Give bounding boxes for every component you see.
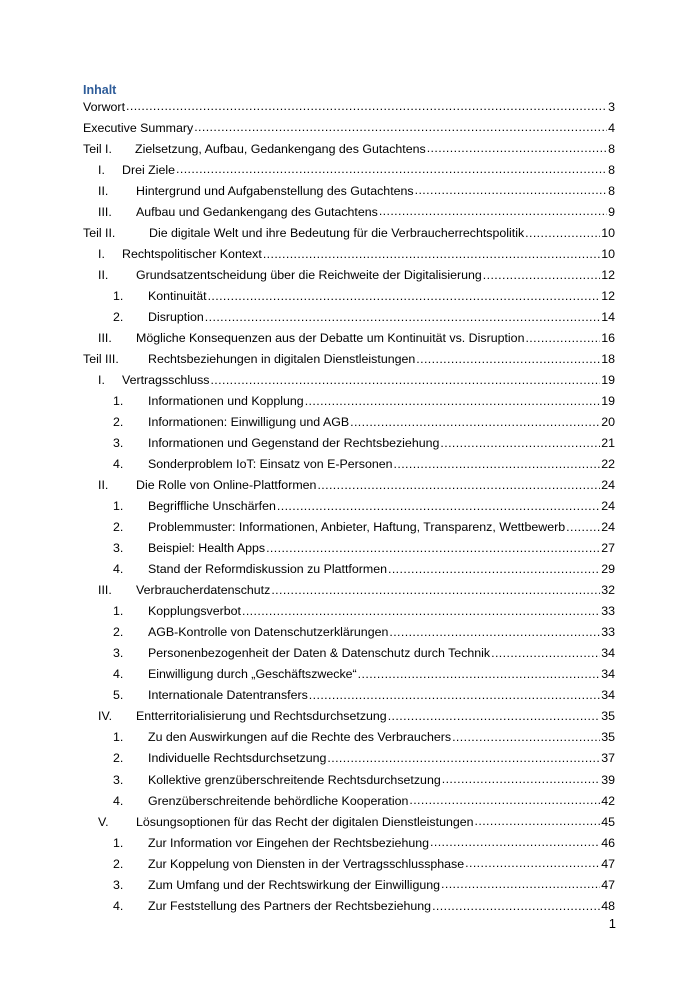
toc-entry-page: 12 [601, 288, 615, 303]
dot-leader [358, 668, 601, 680]
toc-entry-title: Entterritorialisierung und Rechtsdurchsetzung [136, 709, 387, 724]
toc-entry-number: 3. [113, 541, 124, 556]
toc-entry-page: 33 [601, 625, 615, 640]
toc-entry-page: 24 [601, 520, 615, 535]
dot-leader [271, 584, 600, 596]
toc-entry-page: 10 [601, 225, 615, 240]
toc-entry[interactable] [83, 433, 615, 454]
toc-entry-page: 27 [601, 541, 615, 556]
toc-entry-title: Problemmuster: Informationen, Anbieter, Haftung, Transparenz, Wettbewerb [148, 520, 566, 535]
toc-entry[interactable] [83, 601, 615, 622]
dot-leader [441, 878, 600, 890]
toc-entry-title: Mögliche Konsequenzen aus der Debatte um Kontinuität vs. Disruption [136, 330, 525, 345]
dot-leader [208, 290, 601, 302]
toc-entry-title: Zum Umfang und der Rechtswirkung der Einwilligung [148, 877, 441, 892]
toc-entry-title: Rechtsbeziehungen in digitalen Dienstleistungen [148, 351, 416, 366]
dot-leader [427, 142, 607, 154]
toc-entry[interactable] [83, 285, 615, 306]
toc-entry-title: Zu den Auswirkungen auf die Rechte des Verbrauchers [148, 730, 452, 745]
toc-entry-page: 33 [601, 604, 615, 619]
dot-leader [415, 184, 607, 196]
toc-entry-page: 24 [601, 478, 615, 493]
toc-entry-number: 4. [113, 793, 124, 808]
toc-entry-number: I. [98, 162, 105, 177]
toc-entry-page: 48 [601, 898, 615, 913]
toc-entry-page: 34 [601, 667, 615, 682]
toc-entry-title: Vorwort [83, 99, 126, 114]
toc-entry-number: III. [98, 583, 112, 598]
dot-leader [483, 269, 600, 281]
toc-entry[interactable] [83, 201, 615, 222]
toc-entry[interactable] [83, 706, 615, 727]
toc-entry-page: 9 [608, 204, 615, 219]
toc-entry-number: III. [98, 330, 112, 345]
toc-entry-title: Zur Koppelung von Diensten in der Vertragsschlussphase [148, 856, 465, 871]
toc-entry-number: 1. [113, 835, 124, 850]
toc-entry-page: 18 [601, 351, 615, 366]
toc-entry-number: Teil I. [83, 141, 112, 156]
dot-leader [409, 794, 600, 806]
toc-entry[interactable] [83, 811, 615, 832]
dot-leader [440, 437, 600, 449]
toc-entry[interactable] [83, 580, 615, 601]
toc-entry-page: 35 [601, 709, 615, 724]
dot-leader [416, 353, 600, 365]
toc-entry-page: 16 [601, 330, 615, 345]
toc-entry-number: III. [98, 204, 112, 219]
toc-entry-title: Informationen und Kopplung [148, 393, 304, 408]
toc-entry-number: 1. [113, 393, 124, 408]
toc-entry-number: 5. [113, 688, 124, 703]
dot-leader [442, 773, 600, 785]
dot-leader [475, 815, 601, 827]
toc-entry-number: 4. [113, 457, 124, 472]
dot-leader [432, 900, 600, 912]
dot-leader [327, 752, 600, 764]
toc-heading: Inhalt [83, 83, 117, 97]
dot-leader [389, 626, 600, 638]
dot-leader [566, 521, 600, 533]
toc-entry[interactable] [83, 348, 615, 369]
toc-entry-number: I. [98, 246, 105, 261]
toc-entry-number: 1. [113, 288, 124, 303]
toc-entry-page: 8 [608, 141, 615, 156]
toc-entry[interactable] [83, 264, 615, 285]
toc-entry-page: 14 [601, 309, 615, 324]
dot-leader [263, 248, 600, 260]
toc-entry[interactable] [83, 853, 615, 874]
toc-entry-title: Hintergrund und Aufgabenstellung des Gutachtens [136, 183, 414, 198]
toc-entry[interactable] [83, 411, 615, 432]
toc-entry-number: 4. [113, 562, 124, 577]
toc-entry-page: 19 [601, 372, 615, 387]
toc-entry-title: Die Rolle von Online-Plattformen [136, 478, 317, 493]
toc-entry-number: Teil III. [83, 351, 119, 366]
toc-entry-number: 3. [113, 772, 124, 787]
dot-leader [205, 311, 600, 323]
toc-entry-number: V. [98, 814, 109, 829]
toc-entry-title: Verbraucherdatenschutz [136, 583, 271, 598]
dot-leader [309, 689, 600, 701]
toc-entry-page: 42 [601, 793, 615, 808]
toc-entry-page: 32 [601, 583, 615, 598]
dot-leader [242, 605, 600, 617]
dot-leader [210, 374, 600, 386]
toc-entry-title: Beispiel: Health Apps [148, 541, 266, 556]
toc-entry-page: 21 [601, 436, 615, 451]
toc-entry[interactable] [83, 496, 615, 517]
toc-entry-number: 2. [113, 414, 124, 429]
toc-entry[interactable] [83, 685, 615, 706]
toc-entry-title: Individuelle Rechtsdurchsetzung [148, 751, 327, 766]
toc-entry-title: Einwilligung durch „Geschäftszwecke“ [148, 667, 357, 682]
toc-entry[interactable] [83, 895, 615, 916]
toc-entry[interactable] [83, 517, 615, 538]
toc-entry[interactable] [83, 727, 615, 748]
toc-entry-number: II. [98, 183, 109, 198]
toc-entry[interactable] [83, 390, 615, 411]
toc-entry-page: 34 [601, 688, 615, 703]
toc-entry-title: Rechtspolitischer Kontext [122, 246, 262, 261]
dot-leader [388, 563, 600, 575]
dot-leader [277, 500, 600, 512]
toc-entry-title: Internationale Datentransfers [148, 688, 308, 703]
dot-leader [388, 710, 601, 722]
toc-entry[interactable] [83, 790, 615, 811]
toc-entry-page: 8 [608, 183, 615, 198]
dot-leader [452, 731, 600, 743]
dot-leader [317, 479, 600, 491]
dot-leader [194, 121, 607, 133]
toc-entry[interactable] [83, 454, 615, 475]
toc-entry-number: IV. [98, 709, 113, 724]
page-number: 1 [608, 916, 616, 931]
toc-entry[interactable] [83, 327, 615, 348]
table-of-contents [83, 96, 615, 916]
toc-entry-number: 4. [113, 667, 124, 682]
toc-entry-title: Kollektive grenzüberschreitende Rechtsdurchsetzung [148, 772, 441, 787]
dot-leader [126, 100, 607, 112]
toc-entry-page: 47 [601, 856, 615, 871]
toc-entry-title: Personenbezogenheit der Daten & Datenschutz durch Technik [148, 646, 491, 661]
toc-entry-number: 1. [113, 499, 124, 514]
dot-leader [465, 857, 600, 869]
toc-entry-page: 47 [601, 877, 615, 892]
toc-entry-number: II. [98, 267, 109, 282]
toc-entry[interactable] [83, 369, 615, 390]
toc-entry-title: Disruption [148, 309, 204, 324]
toc-entry-number: 3. [113, 877, 124, 892]
toc-entry-title: Zur Information vor Eingehen der Rechtsbeziehung [148, 835, 430, 850]
dot-leader [394, 458, 601, 470]
toc-entry[interactable] [83, 874, 615, 895]
dot-leader [176, 163, 607, 175]
toc-entry-page: 4 [608, 120, 615, 135]
toc-entry[interactable] [83, 643, 615, 664]
toc-entry-title: Vertragsschluss [122, 372, 210, 387]
toc-entry-number: 1. [113, 730, 124, 745]
toc-entry[interactable] [83, 138, 615, 159]
toc-entry-number: 2. [113, 309, 124, 324]
toc-entry-title: AGB-Kontrolle von Datenschutzerklärungen [148, 625, 389, 640]
toc-entry[interactable] [83, 832, 615, 853]
toc-entry-number: 4. [113, 898, 124, 913]
dot-leader [379, 205, 607, 217]
toc-entry-title: Zielsetzung, Aufbau, Gedankengang des Gutachtens [135, 141, 426, 156]
toc-entry-page: 3 [608, 99, 615, 114]
toc-entry[interactable] [83, 475, 615, 496]
toc-entry-page: 46 [601, 835, 615, 850]
toc-entry-number: 3. [113, 646, 124, 661]
toc-entry-number: II. [98, 478, 109, 493]
dot-leader [266, 542, 600, 554]
toc-entry-number: 2. [113, 751, 124, 766]
toc-entry-number: 2. [113, 856, 124, 871]
toc-entry-title: Drei Ziele [122, 162, 176, 177]
toc-entry[interactable] [83, 769, 615, 790]
toc-entry-page: 24 [601, 499, 615, 514]
toc-entry-page: 19 [601, 393, 615, 408]
toc-entry-number: 2. [113, 520, 124, 535]
toc-entry[interactable] [83, 306, 615, 327]
toc-entry[interactable] [83, 664, 615, 685]
toc-entry-page: 35 [601, 730, 615, 745]
toc-entry-title: Grundsatzentscheidung über die Reichweite der Digitalisierung [136, 267, 482, 282]
dot-leader [305, 395, 601, 407]
toc-entry-title: Sonderproblem IoT: Einsatz von E-Personen [148, 457, 393, 472]
toc-entry-title: Grenzüberschreitende behördliche Kooperation [148, 793, 409, 808]
dot-leader [491, 647, 600, 659]
toc-entry[interactable] [83, 622, 615, 643]
dot-leader [525, 332, 600, 344]
dot-leader [350, 416, 600, 428]
toc-entry-title: Kopplungsverbot [148, 604, 241, 619]
toc-entry-title: Stand der Reformdiskussion zu Plattformen [148, 562, 387, 577]
toc-entry-page: 37 [601, 751, 615, 766]
dot-leader [430, 836, 600, 848]
toc-entry-page: 22 [601, 457, 615, 472]
toc-entry-title: Informationen: Einwilligung und AGB [148, 414, 350, 429]
toc-entry-title: Begriffliche Unschärfen [148, 499, 276, 514]
dot-leader [525, 227, 600, 239]
toc-entry[interactable] [83, 159, 615, 180]
toc-entry[interactable] [83, 748, 615, 769]
toc-entry-page: 8 [608, 162, 615, 177]
toc-entry-page: 12 [601, 267, 615, 282]
toc-entry-number: I. [98, 372, 105, 387]
toc-entry-number: Teil II. [83, 225, 116, 240]
toc-entry-title: Informationen und Gegenstand der Rechtsbeziehung [148, 436, 440, 451]
toc-entry-page: 10 [601, 246, 615, 261]
toc-entry-title: Die digitale Welt und ihre Bedeutung für die Verbraucherrechtspolitik [149, 225, 525, 240]
toc-entry-number: 2. [113, 625, 124, 640]
toc-entry-page: 45 [601, 814, 615, 829]
toc-entry[interactable] [83, 243, 615, 264]
toc-entry-number: 1. [113, 604, 124, 619]
toc-entry[interactable] [83, 117, 615, 138]
toc-entry-title: Executive Summary [83, 120, 194, 135]
toc-entry-title: Lösungsoptionen für das Recht der digitalen Dienstleistungen [136, 814, 474, 829]
toc-entry-page: 39 [601, 772, 615, 787]
toc-entry-page: 29 [601, 562, 615, 577]
toc-entry-title: Kontinuität [148, 288, 207, 303]
toc-entry-number: 3. [113, 436, 124, 451]
toc-entry[interactable] [83, 180, 615, 201]
toc-entry-title: Zur Feststellung des Partners der Rechtsbeziehung [148, 898, 432, 913]
toc-entry[interactable] [83, 222, 615, 243]
toc-entry-title: Aufbau und Gedankengang des Gutachtens [136, 204, 378, 219]
toc-entry[interactable] [83, 96, 615, 117]
toc-entry[interactable] [83, 538, 615, 559]
toc-entry-page: 20 [601, 414, 615, 429]
toc-entry[interactable] [83, 559, 615, 580]
toc-entry-page: 34 [601, 646, 615, 661]
